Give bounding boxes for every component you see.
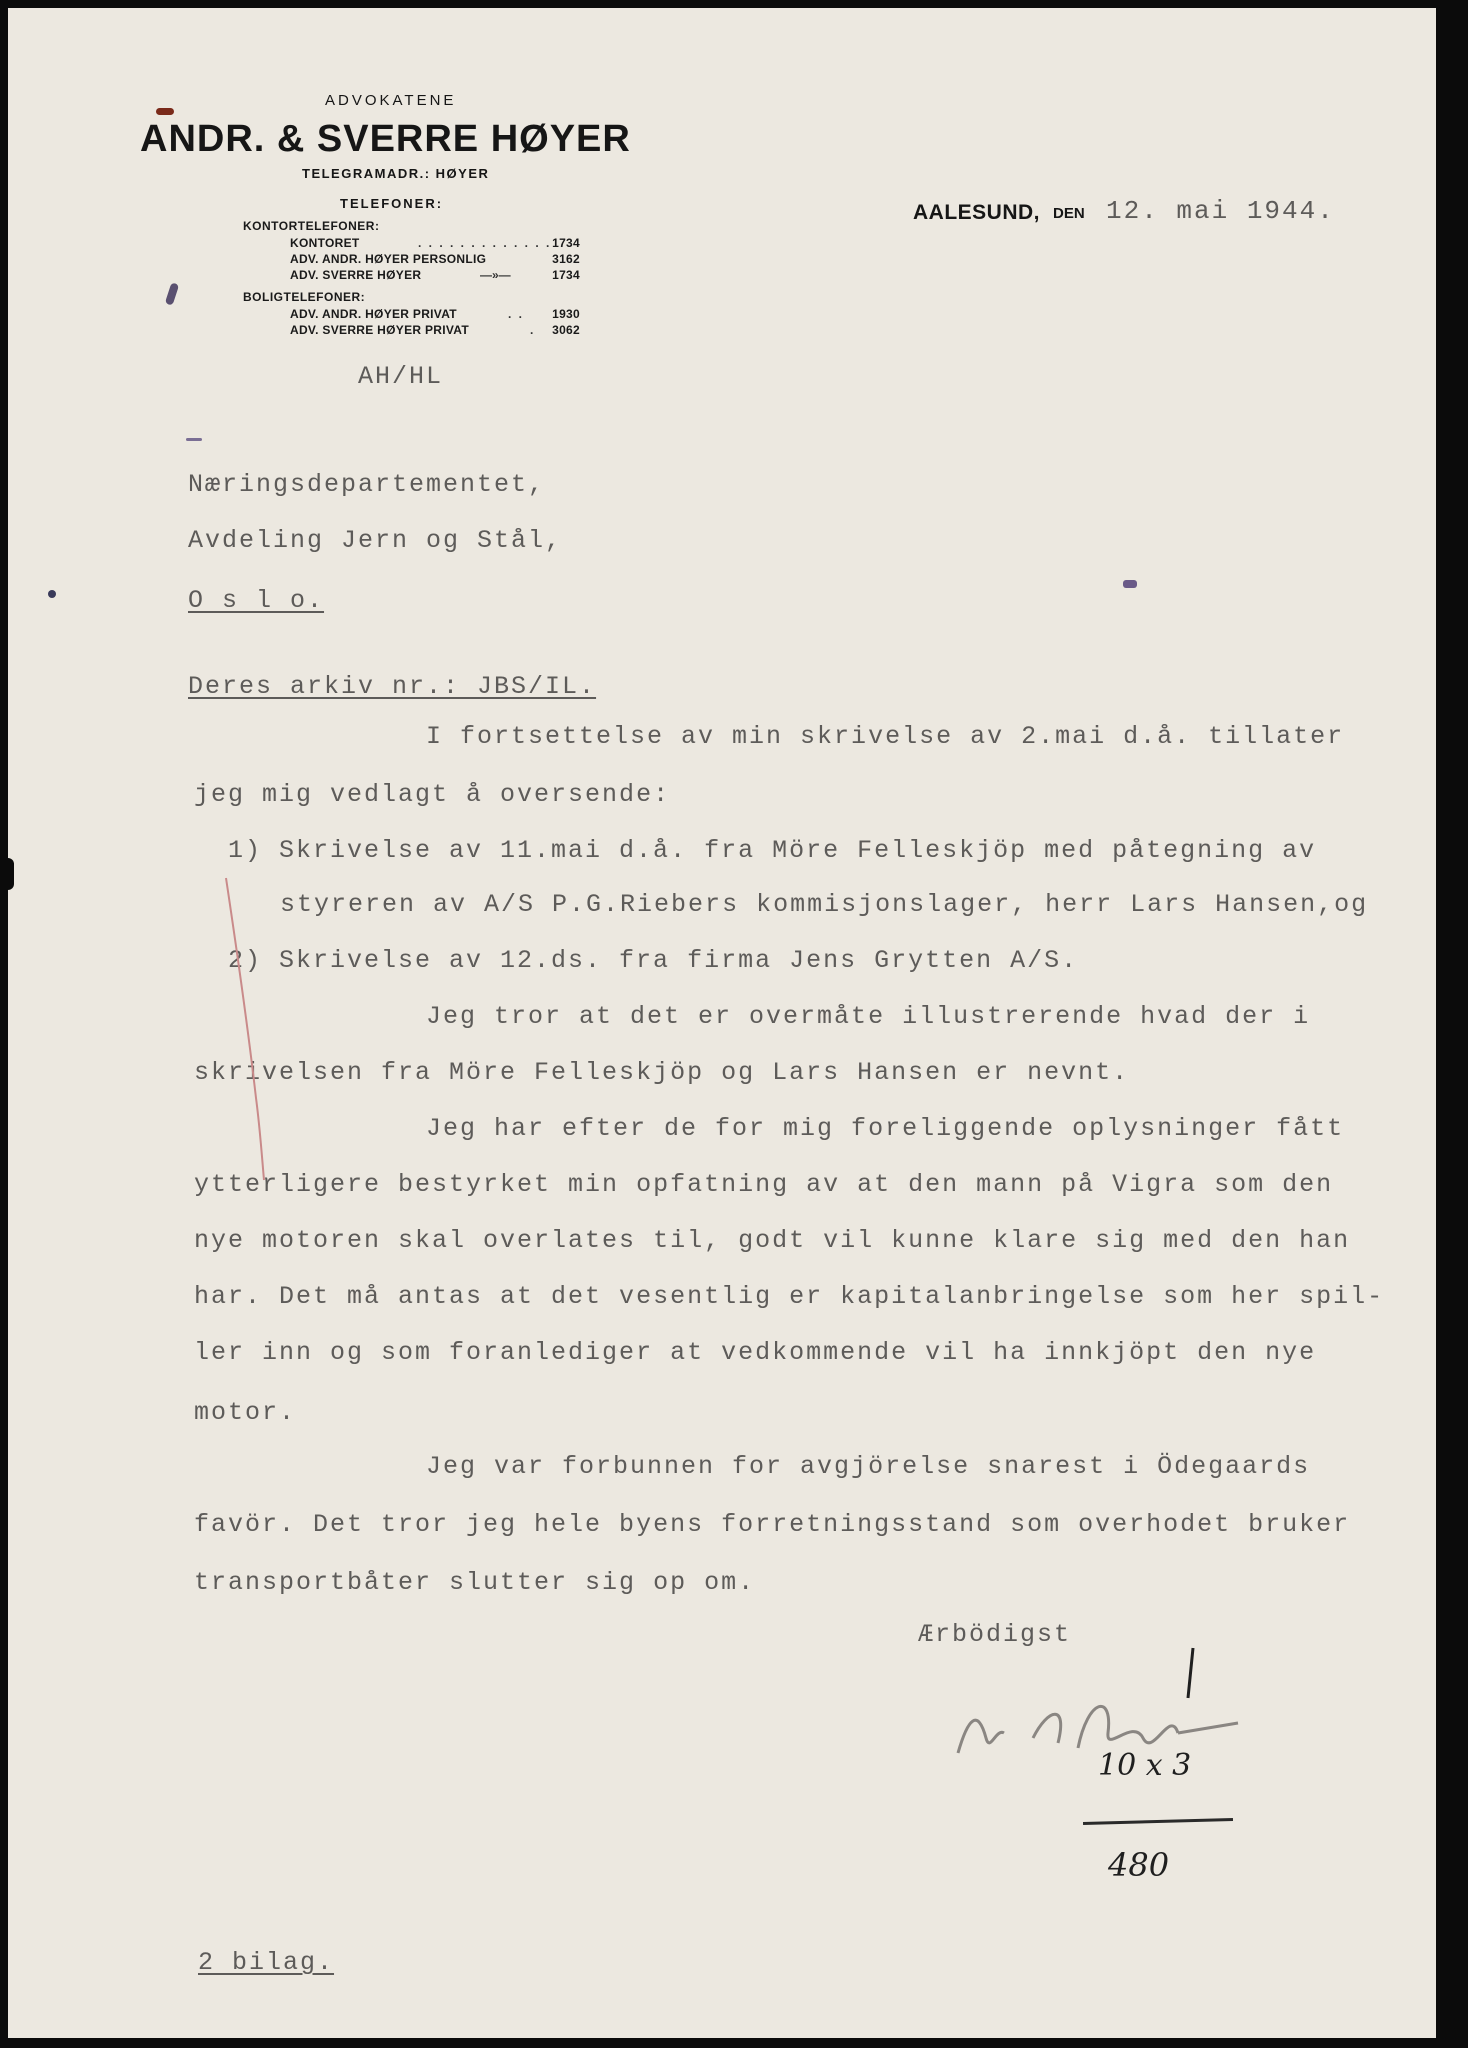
body-line: Jeg var forbunnen for avgjörelse snarest i Ödegaards [426, 1452, 1311, 1481]
ink-spot [165, 282, 179, 305]
phone-label: KONTORET [290, 236, 360, 250]
dateline-place: AALESUND, [913, 201, 1041, 224]
firm-type: ADVOKATENE [325, 92, 457, 109]
letter-date: 12. mai 1944. [1106, 196, 1335, 226]
phone-label: ADV. ANDR. HØYER PRIVAT [290, 307, 457, 321]
body-line: Jeg har efter de for mig foreliggende oplysninger fått [426, 1114, 1345, 1143]
body-line: jeg mig vedlagt å oversende: [194, 780, 671, 809]
handwritten-divider-line [1083, 1818, 1233, 1825]
red-margin-line [218, 868, 278, 1188]
phone-label: ADV. SVERRE HØYER PRIVAT [290, 323, 470, 337]
phone-number: 1734 [552, 268, 580, 282]
home-phones-heading: BOLIGTELEFONER: [243, 290, 366, 304]
ink-spot [1123, 580, 1137, 588]
body-line: styreren av A/S P.G.Riebers kommisjonslager, herr Lars Hansen,og [280, 890, 1369, 919]
reference-initials: AH/HL [358, 362, 444, 391]
phone-leader-dots: . [530, 323, 536, 337]
phone-line-office [290, 236, 580, 250]
phone-number: 3062 [552, 323, 580, 337]
recipient-line-2: Avdeling Jern og Stål, [188, 526, 563, 555]
phone-line-sverre-private [290, 323, 580, 337]
phone-leader-dots: . . . . . . . . . . . . . [418, 236, 552, 250]
body-line: skrivelsen fra Möre Felleskjöp og Lars Hansen er nevnt. [194, 1058, 1130, 1087]
body-line: ytterligere bestyrket min opfatning av at den mann på Vigra som den [194, 1170, 1334, 1199]
closing-salutation: Ærbödigst [918, 1620, 1072, 1649]
body-line: I fortsettelse av min skrivelse av 2.mai d.å. tillater [426, 722, 1345, 751]
body-line: nye motoren skal overlates til, godt vil kunne klare sig med den han [194, 1226, 1351, 1255]
office-phones-heading: KONTORTELEFONER: [243, 219, 380, 233]
recipient-line-1: Næringsdepartementet, [188, 470, 546, 499]
body-line: motor. [194, 1398, 297, 1427]
recipient-city: O s l o. [188, 586, 325, 615]
phone-number: 1734 [552, 236, 580, 250]
body-line: Jeg tror at det er overmåte illustrerende hvad der i [426, 1002, 1311, 1031]
phone-label: ADV. ANDR. HØYER PERSONLIG [290, 252, 487, 266]
phone-number: 1930 [552, 307, 580, 321]
handwritten-number-bottom: 480 [1108, 1846, 1170, 1884]
telegram-address: TELEGRAMADR.: HØYER [302, 166, 490, 181]
body-line: transportbåter slutter sig op om. [194, 1568, 756, 1597]
body-line: 1) Skrivelse av 11.mai d.å. fra Möre Felleskjöp med påtegning av [228, 836, 1317, 865]
ditto-mark: —»— [480, 268, 511, 282]
phone-line-andr-private [290, 307, 580, 321]
archive-reference: Deres arkiv nr.: JBS/IL. [188, 672, 597, 701]
phones-heading: TELEFONER: [340, 196, 444, 211]
firm-name: ANDR. & SVERRE HØYER [140, 118, 631, 160]
ink-spot [186, 438, 202, 441]
enclosures-note: 2 bilag. [198, 1948, 335, 1977]
dateline-den: DEN [1053, 205, 1085, 222]
handwritten-number-top: 10 x 3 [1098, 1748, 1192, 1783]
edge-notch [8, 858, 14, 890]
ink-spot [48, 590, 56, 598]
body-line: favör. Det tror jeg hele byens forretningsstand som overhodet bruker [194, 1510, 1351, 1539]
body-line: har. Det må antas at det vesentlig er kapitalanbringelse som her spil- [194, 1282, 1385, 1311]
letter-page [8, 8, 1436, 2038]
phone-number: 3162 [552, 252, 580, 266]
ink-spot [156, 108, 174, 115]
phone-line-sverre [290, 268, 580, 282]
phone-leader-dots: . . [508, 307, 525, 321]
body-line: 2) Skrivelse av 12.ds. fra firma Jens Grytten A/S. [228, 946, 1079, 975]
phone-label: ADV. SVERRE HØYER [290, 268, 422, 282]
body-line: ler inn og som foranlediger at vedkommende vil ha innkjöpt den nye [194, 1338, 1317, 1367]
phone-line-andr-personal [290, 252, 580, 266]
